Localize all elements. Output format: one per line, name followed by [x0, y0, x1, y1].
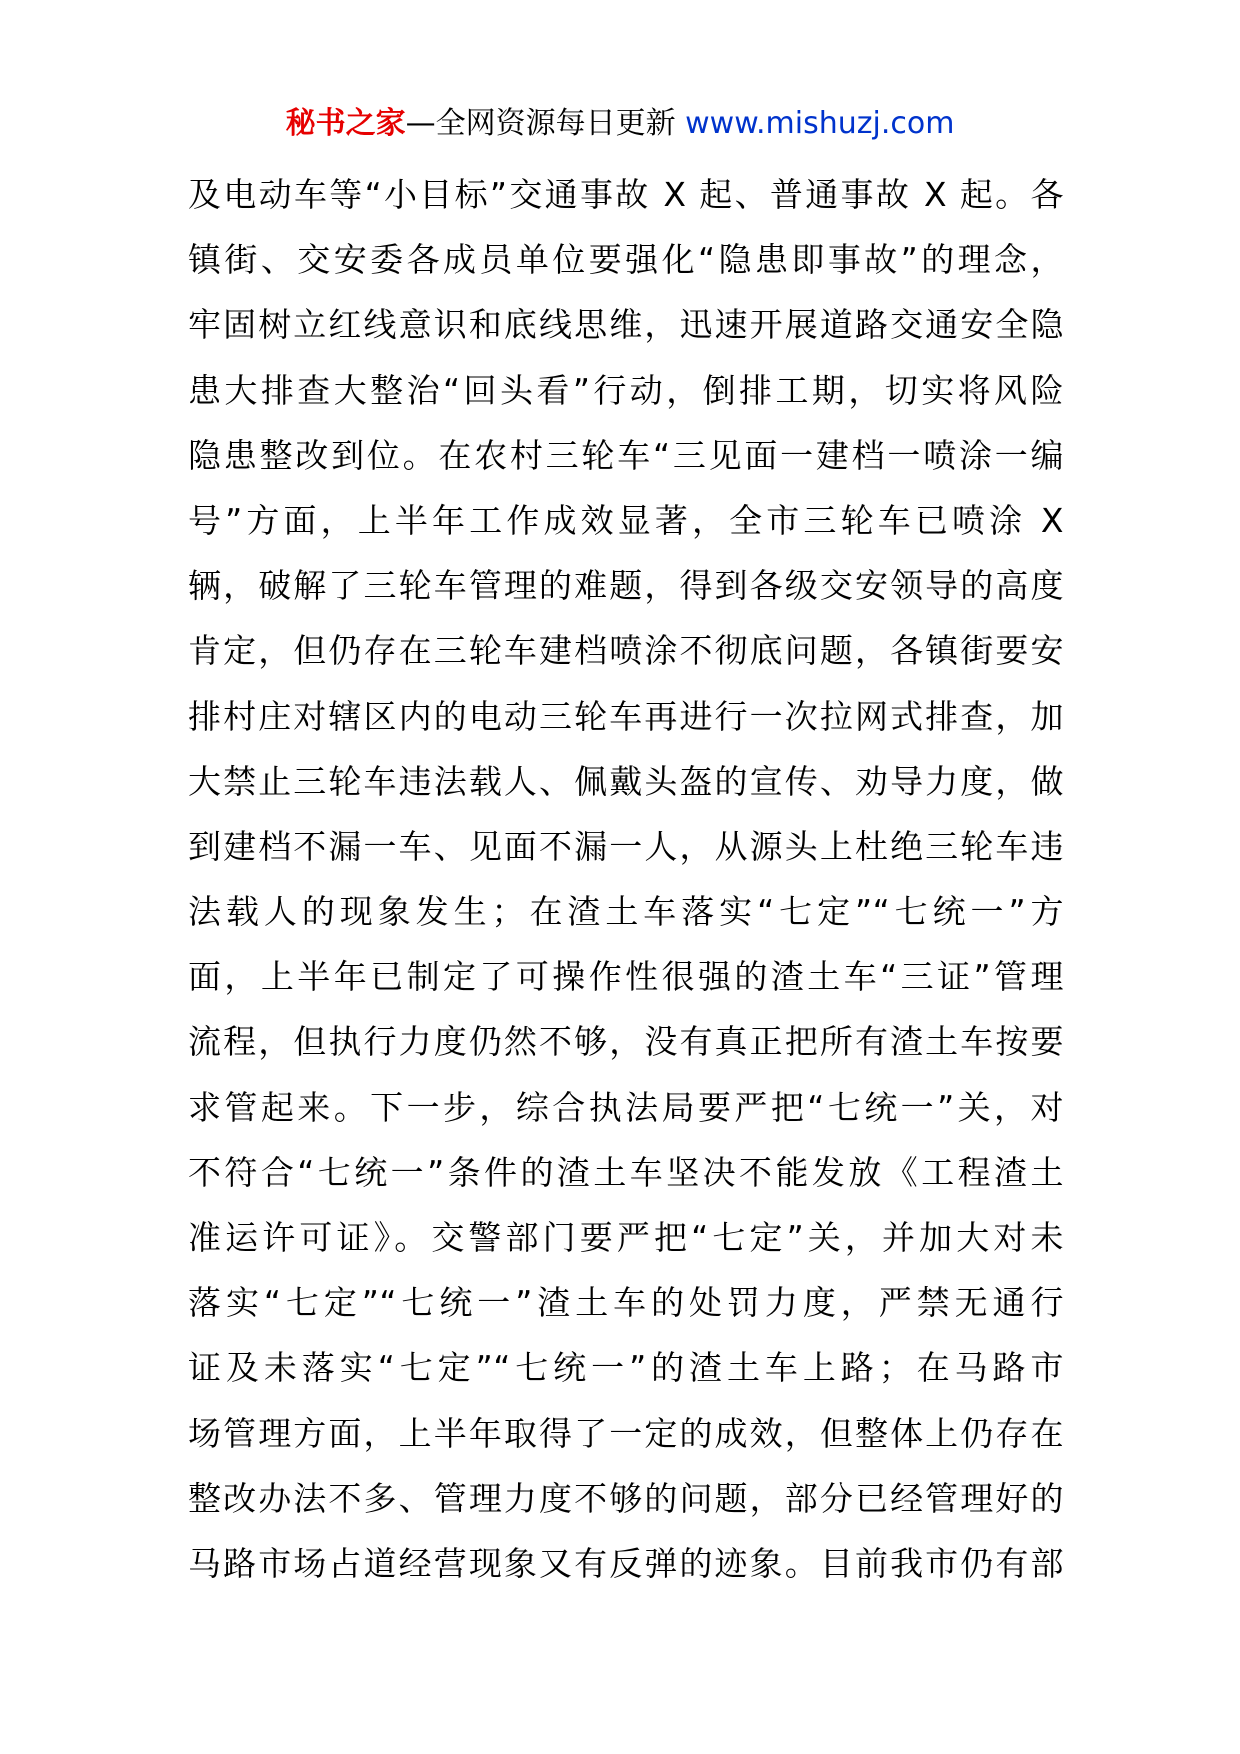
text-line: 场管理方面，上半年取得了一定的成效，但整体上仍存在	[188, 1413, 1064, 1453]
document-body	[188, 162, 1064, 1596]
text-line: 不符合“七统一”条件的渣土车坚决不能发放《工程渣土	[188, 1152, 1064, 1192]
text-line: 镇街、交安委各成员单位要强化“隐患即事故”的理念，	[188, 240, 1064, 280]
text-line: 辆，破解了三轮车管理的难题，得到各级交安领导的高度	[188, 566, 1064, 606]
text-line: 流程，但执行力度仍然不够，没有真正把所有渣土车按要	[188, 1022, 1064, 1062]
text-line: 大禁止三轮车违法载人、佩戴头盔的宣传、劝导力度，做	[188, 761, 1064, 801]
site-url-link[interactable]: www.mishuzj.com	[685, 106, 955, 141]
text-line: 整改办法不多、管理力度不够的问题，部分已经管理好的	[188, 1478, 1064, 1518]
text-line: 落实“七定”“七统一”渣土车的处罚力度，严禁无通行	[188, 1283, 1064, 1323]
text-line: 准运许可证》。交警部门要严把“七定”关，并加大对未	[188, 1218, 1064, 1257]
site-tagline: —全网资源每日更新	[405, 106, 686, 141]
text-line: 面，上半年已制定了可操作性很强的渣土车“三证”管理	[188, 957, 1064, 997]
text-line: 肯定，但仍存在三轮车建档喷涂不彻底问题，各镇街要安	[188, 631, 1064, 671]
text-line: 排村庄对辖区内的电动三轮车再进行一次拉网式排查，加	[188, 696, 1064, 736]
text-line: 及电动车等“小目标”交通事故 X 起、普通事故 X 起。各	[188, 175, 1064, 214]
text-line: 隐患整改到位。在农村三轮车“三见面一建档一喷涂一编	[188, 435, 1064, 475]
text-line: 到建档不漏一车、见面不漏一人，从源头上杜绝三轮车违	[188, 826, 1064, 866]
page-header	[0, 100, 1240, 148]
text-line: 患大排查大整治“回头看”行动，倒排工期，切实将风险	[188, 370, 1064, 410]
text-line: 证及未落实“七定”“七统一”的渣土车上路；在马路市	[188, 1348, 1064, 1388]
text-line: 法载人的现象发生；在渣土车落实“七定”“七统一”方	[188, 892, 1064, 932]
text-line: 马路市场占道经营现象又有反弹的迹象。目前我市仍有部	[188, 1543, 1064, 1583]
text-line: 求管起来。下一步，综合执法局要严把“七统一”关，对	[188, 1087, 1064, 1127]
text-line: 牢固树立红线意识和底线思维，迅速开展道路交通安全隐	[188, 305, 1064, 345]
site-brand: 秘书之家	[285, 106, 406, 141]
text-line: 号”方面，上半年工作成效显著，全市三轮车已喷涂 X	[188, 500, 1064, 540]
